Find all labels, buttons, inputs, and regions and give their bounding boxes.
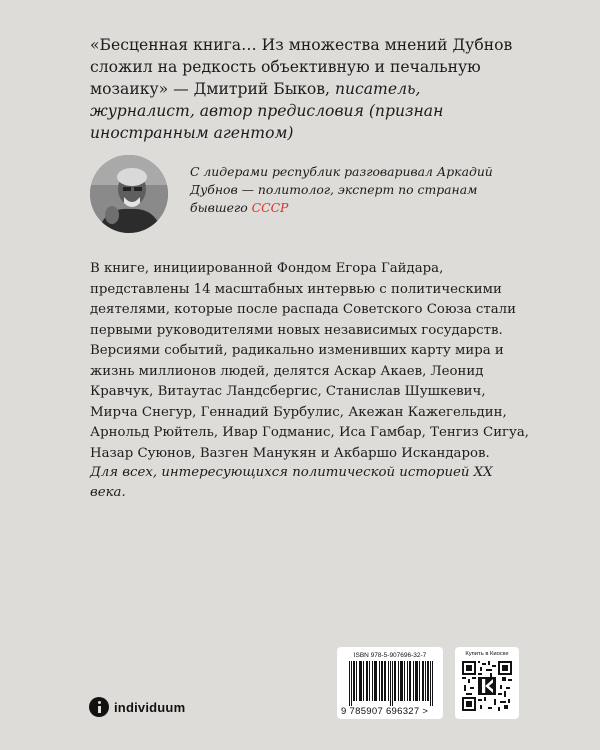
publisher-name: individuum xyxy=(114,699,186,715)
qr-code-icon xyxy=(462,661,512,711)
quote-attribution: писатель, журналист, автор предисловия (признан иностранным агентом) xyxy=(90,80,444,142)
author-bio-text: С лидерами республик разговаривал Аркадий Дубнов — политолог, эксперт по странам бывшего xyxy=(190,164,493,215)
book-description: В книге, инициированной Фондом Егора Гайдара, представлены 14 масштабных интервью с политическими деятелями, которые после распада Советского Союза стали первыми руководителями новых независимых государств. Версиями событий, радикально изменивших карту мира и жизнь миллионов людей, делятся Аскар Акаев, Леонид Кравчук, Витаутас Ландсбергис, Станислав Шушкевич, Мирча Снегур, Геннадий Бурбулис, Акежан Кажегельдин, Арнольд Рюйтель, Ивар Годманис, Иса Гамбар, Тенгиз Сигуа, Назар Суюнов, Вазген Манукян и Акбаршо Искандаров. xyxy=(90,261,529,461)
quote-text: «Бесценная книга… Из множества мнений Дубнов сложил на редкость объективную и печальную мозаику» — Дмитрий Быков, xyxy=(90,36,513,98)
author-bio-highlight: СССР xyxy=(251,200,289,215)
qr-label: Купить в Киоске xyxy=(465,651,509,657)
isbn-barcode xyxy=(337,647,443,719)
author-photo xyxy=(90,155,168,233)
publisher-logo-icon xyxy=(89,697,109,717)
author-bio xyxy=(190,163,510,217)
kiosk-qr-code[interactable] xyxy=(455,647,519,719)
book-tagline: Для всех, интересующихся политической историей XX века. xyxy=(90,465,493,500)
publisher-logo xyxy=(89,696,185,718)
author-block xyxy=(90,155,520,235)
isbn-number: ISBN 978-5-907696-32-7 xyxy=(353,652,427,659)
barcode-bars xyxy=(349,661,433,706)
back-cover-quote xyxy=(90,34,530,144)
barcode-digits: 9 785907 696327 > xyxy=(341,706,429,717)
